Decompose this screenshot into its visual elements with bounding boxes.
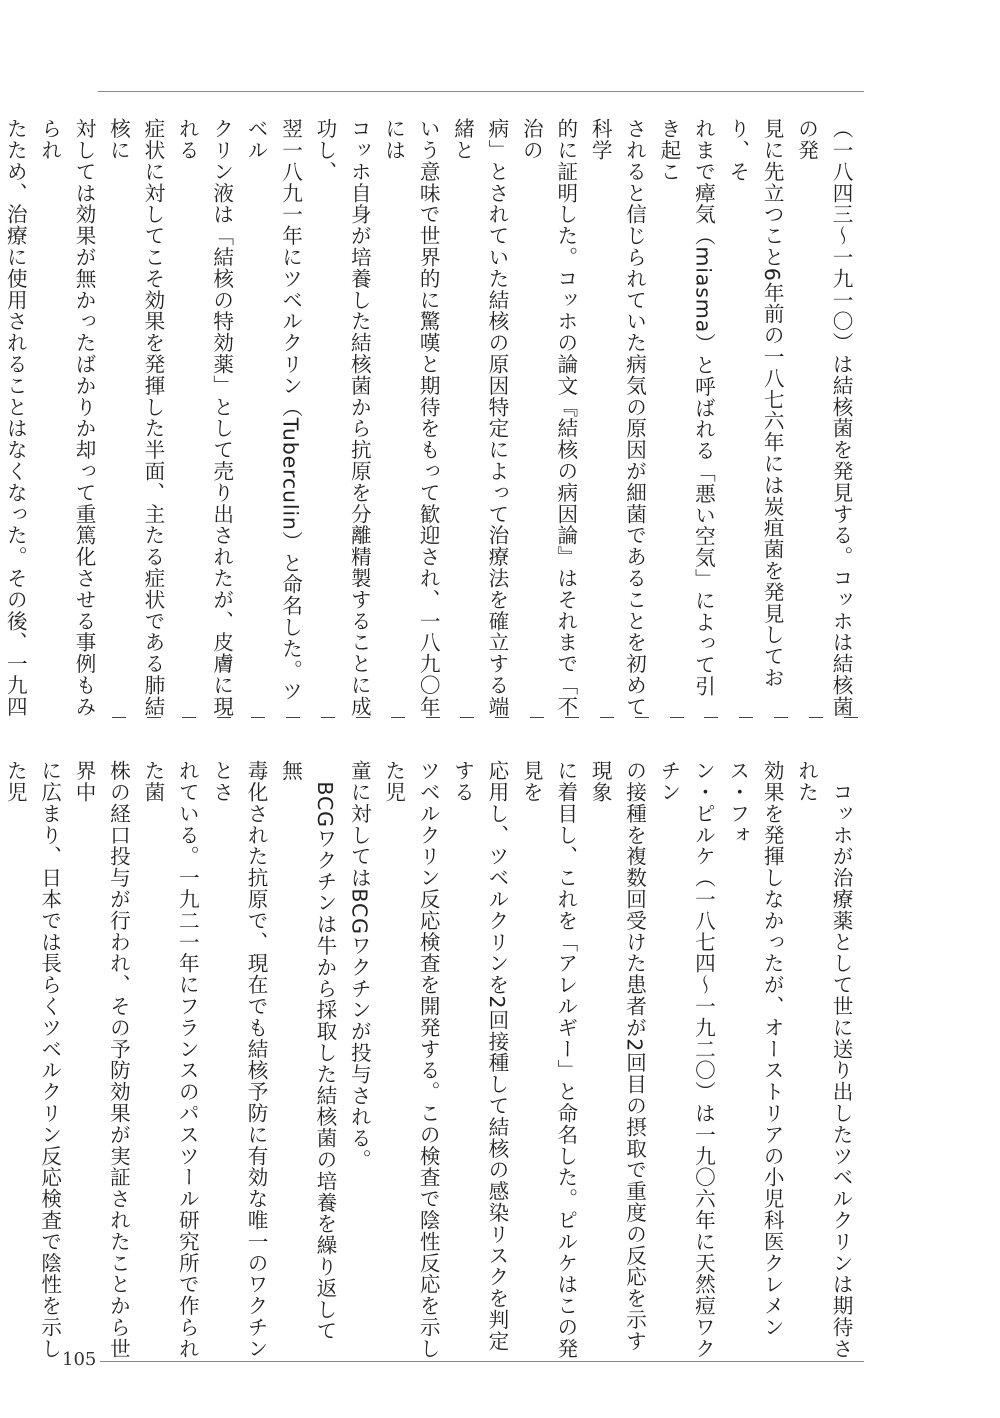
separator-dash [739, 717, 753, 718]
text-line: 毒化された抗原で、現在でも結核予防に有効な唯一のワクチンとさ [209, 760, 269, 1360]
text-line: 的に証明した。コッホの論文『結核の病因論』はそれまで「不治の [519, 118, 578, 718]
text-line: ン・ピルケ（一八七四〜一九二〇）は一九〇六年に天然痘ワクチン [656, 760, 716, 1360]
separator-dash [565, 717, 579, 718]
text-line: の接種を複数回受けた患者が2回目の摂取で重度の反応を示す現象 [588, 760, 647, 1352]
text-line: に広まり、日本では長らくツベルクリン反応検査で陰性を示した児 [3, 760, 62, 1360]
text-line: コッホが治療薬として世に送り出したツベルクリンは期待された [794, 760, 853, 1360]
text-line: BCGワクチンは牛から採取した結核菌の培養を繰り返して無 [278, 760, 337, 1342]
separator-dash [286, 717, 300, 718]
separator-dash [321, 717, 335, 718]
separator-dash [844, 717, 858, 718]
text-line: （一八四三〜一九一〇）は結核菌を発見する。コッホは結核菌の発 [794, 118, 853, 718]
text-line: 童に対してはBCGワクチンが投与される。 [347, 760, 372, 1171]
separator-dash [704, 717, 718, 718]
separator-dash [774, 717, 788, 718]
separator-dash [391, 717, 405, 718]
text-line: 効果を発揮しなかったが、オーストリアの小児科医クレメンス・フォ [725, 760, 785, 1338]
separator-dash [635, 717, 649, 718]
text-line: コッホ自身が培養した結核菌から抗原を分離精製することに成功し、 [312, 118, 372, 718]
text-line: 株の経口投与が行われ、その予防効果が実証されたことから世界中 [72, 760, 131, 1360]
separator-dash [495, 717, 509, 718]
separator-dash [460, 717, 474, 718]
text-line: れまで瘴気（miasma）と呼ばれる「悪い空気」によって引き起こ [656, 118, 716, 697]
text-line: ツベルクリン反応検査を開発する。この検査で陰性反応を示した児 [381, 760, 441, 1360]
text-line: に着目し、これを「アレルギー」と命名した。ピルケはこの発見を [519, 760, 578, 1360]
separator-dash [356, 717, 370, 718]
text-line: 応用し、ツベルクリンを2回接種して結核の感染リスクを判定する [450, 760, 509, 1352]
separator-dash [112, 717, 126, 718]
separator-dash [182, 717, 196, 718]
text-line: されると信じられていた病気の原因が細菌であることを初めて科学 [588, 118, 647, 718]
separator-dash [251, 717, 265, 718]
separator-dash [426, 717, 440, 718]
text-line: いう意味で世界的に驚嘆と期待をもって歓迎され、一八九〇年には [381, 118, 441, 718]
separator-dash [147, 717, 161, 718]
text-line: 対しては効果が無かったばかりか却って重篤化させる事例もみられ [37, 118, 97, 718]
page-number: 105 [62, 1349, 97, 1370]
separator-dash [809, 717, 823, 718]
top-rule [98, 91, 864, 92]
text-line: 症状に対してこそ効果を発揮した半面、主たる症状である肺結核に [106, 118, 165, 718]
text-line: たため、治療に使用されることはなくなった。その後、一九四 [3, 118, 28, 718]
column-separator [112, 717, 858, 719]
separator-dash [670, 717, 684, 718]
separator-dash [217, 717, 231, 718]
text-line: クリン液は「結核の特効薬」として売り出されたが、皮膚に現れる [175, 118, 234, 718]
text-line: 見に先立つこと6年前の一八七六年には炭疽菌を発見しており、そ [725, 118, 785, 689]
separator-dash [530, 717, 544, 718]
text-line: れている。一九二一年にフランスのパスツール研究所で作られた菌 [140, 760, 200, 1360]
text-line: 翌一八九一年にツベルクリン（Tuberculin）と命名した。ツベル [244, 118, 303, 702]
upper-text-column [3, 118, 858, 718]
bottom-rule [100, 1361, 864, 1362]
text-line: 病」とされていた結核の原因特定によって治療法を確立する端緒と [450, 118, 509, 718]
separator-dash [600, 717, 614, 718]
